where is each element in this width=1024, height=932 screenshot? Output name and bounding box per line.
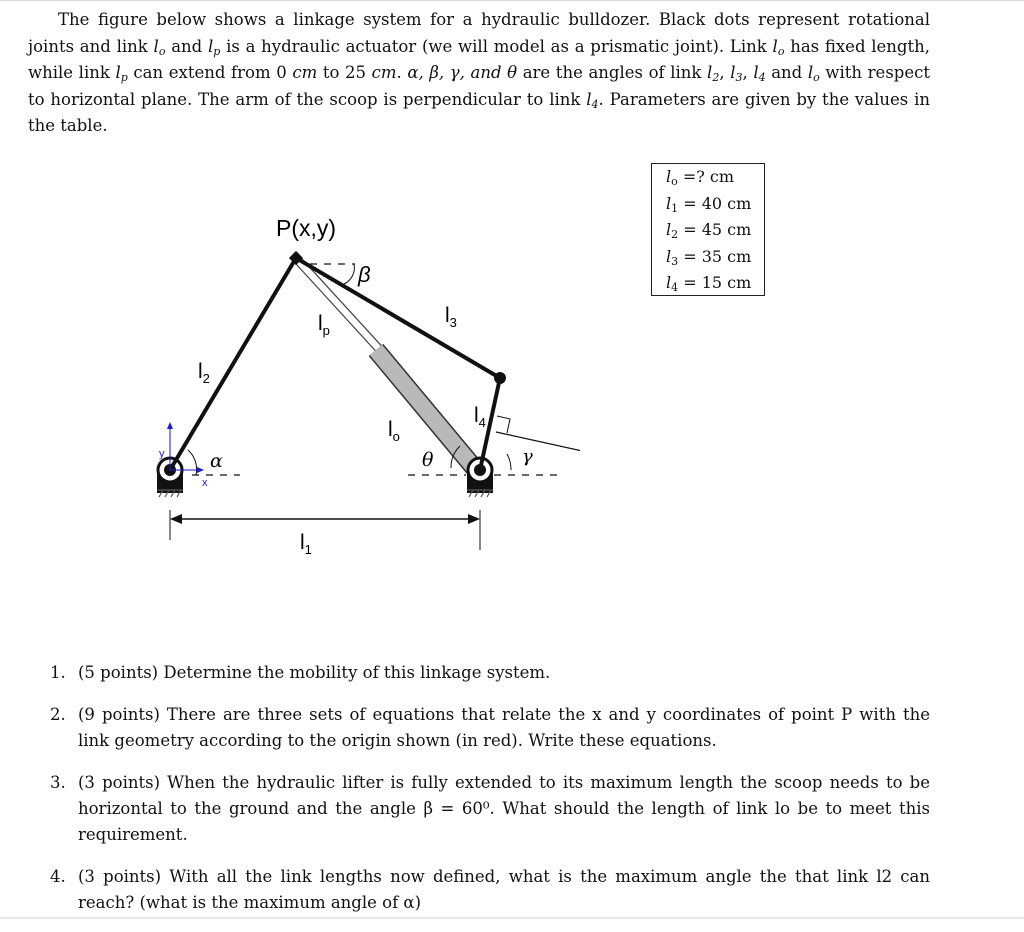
sym-sub-2: 2 <box>712 71 720 84</box>
angle-list: α, β, γ, and θ <box>407 63 518 82</box>
param-sub: 1 <box>671 201 679 215</box>
intro-text-5: can extend from <box>127 63 277 82</box>
intro-text-10: with respect to horizontal plane. The arm of the scoop is perpendicular to link <box>28 63 930 109</box>
question-number: 2. <box>50 705 66 724</box>
beta-label: β <box>358 262 371 287</box>
sym-l: l <box>730 63 736 82</box>
sym-l: l <box>115 63 121 82</box>
param-sub: 2 <box>671 228 679 241</box>
question-text: (3 points) When the hydraulic lifter is fully extended to its maximum length the scoop needs to be horizontal to the ground and the angle β = 60⁰. What should the length of link lo be to meet this requirement. <box>78 773 930 844</box>
sym-sub-o: o <box>158 44 166 58</box>
param-sub: 4 <box>671 281 679 294</box>
parameter-table <box>651 163 765 296</box>
param-row-l1: $l_1 = 40$ cm <box>666 193 752 215</box>
axis-x-label: x <box>202 477 208 489</box>
arc-beta <box>344 264 354 284</box>
intro-text-6: to <box>317 63 346 82</box>
intro-text-2: and <box>165 36 208 56</box>
question-3 <box>50 770 930 848</box>
intro-text-7: . <box>396 63 408 82</box>
param-value: =? cm <box>682 167 735 186</box>
label-l3: $l_3$ <box>445 304 457 330</box>
question-4 <box>50 864 930 916</box>
page-top-border <box>0 0 1024 1</box>
linkage-diagram <box>140 200 580 560</box>
question-list <box>50 660 930 932</box>
label-l1: $l_1$ <box>300 531 312 557</box>
label-lp: $l_p$ <box>318 312 330 338</box>
param-sub: 3 <box>671 254 679 268</box>
range-unit-1: cm <box>292 63 318 82</box>
sym-sub-3: 3 <box>735 71 743 84</box>
axis-y-arrow <box>167 422 173 429</box>
param-value: = 40 cm <box>683 193 752 213</box>
arc-gamma <box>507 454 511 470</box>
sym-l: l <box>586 89 592 109</box>
intro-text-1: The figure below shows a linkage system for a hydraulic bulldozer. Black dots represent rotational joints and link <box>28 10 930 56</box>
question-number: 4. <box>50 867 66 886</box>
question-1 <box>50 660 930 686</box>
sym-l: l <box>207 36 214 56</box>
sym-sub-o: o <box>777 44 785 58</box>
linkage-figure <box>140 200 580 560</box>
range-to: 25 <box>345 63 367 82</box>
param-row-l4: $l_4 = 15$ cm <box>666 273 752 294</box>
param-value: = 45 cm <box>683 220 752 239</box>
sep-2: , <box>742 63 754 82</box>
dim-arrow-right <box>468 514 480 524</box>
sym-sub-p: p <box>213 44 221 58</box>
sym-sub-p: p <box>120 71 128 84</box>
question-number: 3. <box>50 773 66 792</box>
param-value: = 15 cm <box>683 273 752 292</box>
question-text: (9 points) There are three sets of equations that relate the x and y coordinates of point P with the link geometry according to the origin shown (in red). Write these equations. <box>78 705 930 750</box>
intro-text-9: and <box>765 63 808 82</box>
param-value: = 35 cm <box>683 246 752 266</box>
label-l4: $l_4$ <box>474 404 486 430</box>
sym-l: l <box>753 63 759 82</box>
joint-l3-l4 <box>494 372 506 384</box>
sym-l: l <box>772 36 778 56</box>
range-from: 0 <box>276 63 287 82</box>
label-lo: $l_o$ <box>388 418 400 444</box>
joint-right <box>474 464 486 476</box>
param-sub: o <box>671 175 678 188</box>
link-l2 <box>170 258 296 470</box>
alpha-label: α <box>210 450 223 472</box>
axis-x-arrow <box>197 467 204 473</box>
question-text: (3 points) With all the link lengths now defined, what is the maximum angle the that link l2 can reach? (what is the maximum angle of α) <box>78 867 930 912</box>
param-row-l2: $l_2 = 45$ cm <box>666 220 752 241</box>
sym-sub-4: 4 <box>591 97 599 111</box>
param-row-lo: $l_o$ =? cm <box>666 167 735 188</box>
label-l2: $l_2$ <box>198 360 210 386</box>
axis-y-label: y <box>159 448 165 460</box>
arc-alpha <box>188 450 197 475</box>
sym-l: l <box>707 63 713 82</box>
theta-label: θ <box>422 449 434 471</box>
link-l3 <box>296 258 500 378</box>
right-angle-mark <box>497 416 510 433</box>
sym-l: l <box>807 63 814 82</box>
intro-text-3: is a hydraulic actuator (we will model as a prismatic joint). Link <box>220 36 773 56</box>
hydraulic-actuator <box>294 256 476 470</box>
gamma-label: γ <box>522 446 533 467</box>
range-unit-2: cm <box>371 63 397 82</box>
sym-sub-4: 4 <box>758 71 766 84</box>
intro-paragraph <box>28 7 930 140</box>
sep-1: , <box>719 63 731 82</box>
intro-text-4: has fixed length, while link <box>28 36 930 82</box>
question-number: 1. <box>50 663 66 682</box>
question-text: (5 points) Determine the mobility of this linkage system. <box>78 663 551 682</box>
sym-l: l <box>153 36 159 56</box>
param-row-l3: $l_3 = 35$ cm <box>666 246 752 268</box>
question-2 <box>50 702 930 754</box>
intro-text-11: . Parameters are given by the values in the table. <box>28 89 930 135</box>
intro-text-8: are the angles of link <box>517 63 708 82</box>
dim-arrow-left <box>170 514 182 524</box>
sym-sub-o: o <box>813 71 820 84</box>
point-p-label: P(x,y) <box>276 215 337 241</box>
